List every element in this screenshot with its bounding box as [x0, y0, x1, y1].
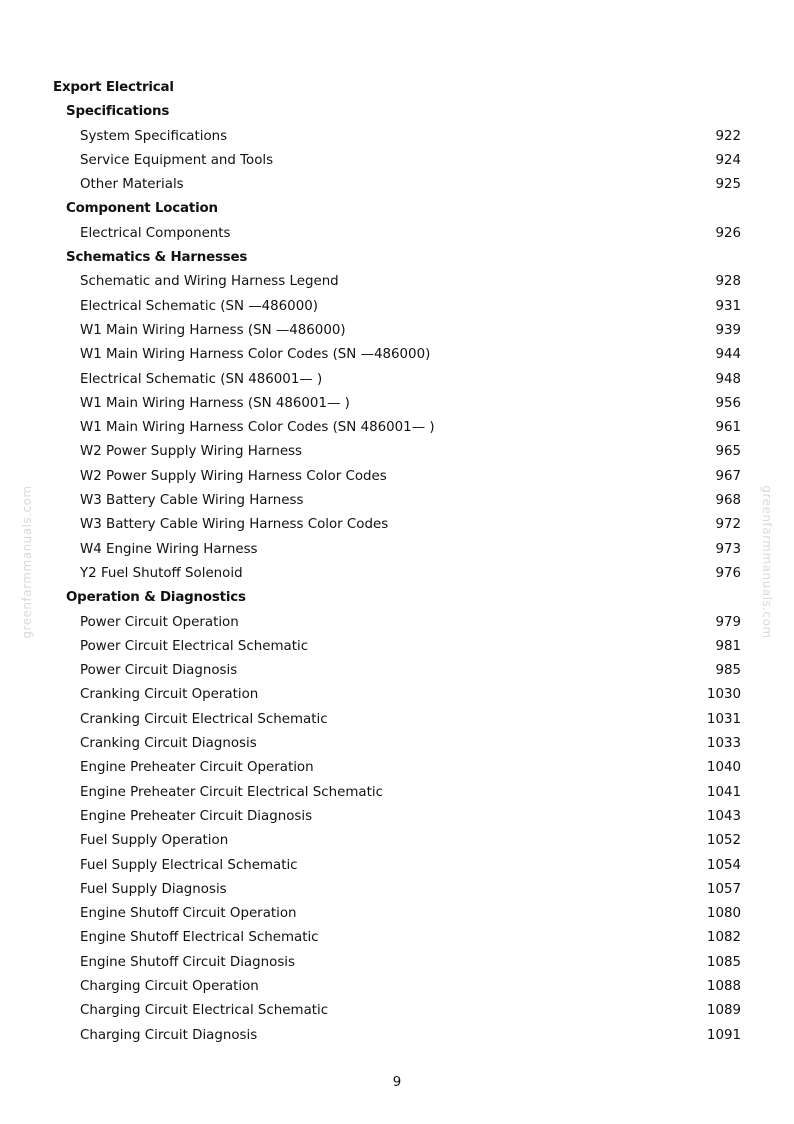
toc-entry-title: Cranking Circuit Diagnosis [80, 736, 257, 752]
toc-entry-title: Cranking Circuit Electrical Schematic [80, 711, 328, 727]
toc-entry-title: W4 Engine Wiring Harness [80, 541, 258, 557]
toc-entry-page-number: 1031 [706, 711, 741, 727]
toc-entry-page-number: 967 [715, 468, 741, 484]
toc-entry[interactable] [0, 683, 794, 707]
toc-entry-page-number: 961 [715, 420, 741, 436]
toc-entry[interactable] [0, 1024, 794, 1048]
toc-entry[interactable] [0, 149, 794, 173]
toc-entry-page-number: 944 [715, 347, 741, 363]
toc-entry-title: Service Equipment and Tools [80, 152, 274, 168]
toc-entry[interactable] [0, 270, 794, 294]
toc-entry-page-number: 972 [715, 517, 741, 533]
toc-section-heading [0, 197, 794, 221]
toc-entry[interactable] [0, 635, 794, 659]
toc-entry-title: Schematic and Wiring Harness Legend [80, 274, 339, 290]
toc-entry-title: Schematics & Harnesses [66, 250, 248, 266]
toc-entry-title: Engine Preheater Circuit Electrical Schematic [80, 784, 383, 800]
toc-entry[interactable] [0, 392, 794, 416]
toc-entry[interactable] [0, 999, 794, 1023]
toc-entry[interactable] [0, 756, 794, 780]
toc-entry[interactable] [0, 513, 794, 537]
watermark-left: greenfarmmanuals.com [20, 485, 34, 639]
toc-entry[interactable] [0, 222, 794, 246]
toc-entry-title: Export Electrical [53, 80, 174, 95]
toc-entry-title: Fuel Supply Operation [80, 833, 229, 849]
toc-entry-title: Other Materials [80, 177, 184, 193]
toc-entry-title: Fuel Supply Electrical Schematic [80, 857, 298, 873]
toc-entry-page-number: 939 [715, 322, 741, 338]
toc-entry-page-number: 928 [715, 274, 741, 290]
toc-entry[interactable] [0, 173, 794, 197]
toc-entry-page-number: 973 [715, 541, 741, 557]
toc-entry-page-number: 1085 [706, 954, 741, 970]
toc-entry-title: System Specifications [80, 128, 228, 144]
toc-entry-page-number: 925 [715, 177, 741, 193]
toc-entry-page-number: 1043 [706, 808, 741, 824]
toc-entry[interactable] [0, 465, 794, 489]
toc-entry-page-number: 1082 [706, 930, 741, 946]
toc-entry-page-number: 965 [715, 444, 741, 460]
toc-entry-title: Engine Shutoff Electrical Schematic [80, 930, 319, 946]
toc-entry[interactable] [0, 732, 794, 756]
toc-entry-page-number: 1080 [706, 906, 741, 922]
toc-entry[interactable] [0, 295, 794, 319]
toc-entry-page-number: 1089 [706, 1003, 741, 1019]
toc-entry-page-number: 948 [715, 371, 741, 387]
toc-entry-title: Specifications [66, 104, 170, 120]
toc-chapter-heading [0, 76, 794, 100]
toc-entry-page-number: 979 [715, 614, 741, 630]
toc-entry-title: W1 Main Wiring Harness Color Codes (SN 486001— ) [80, 420, 435, 436]
toc-entry-page-number: 1054 [706, 857, 741, 873]
toc-entry-title: W1 Main Wiring Harness (SN 486001— ) [80, 395, 350, 411]
toc-entry-title: Charging Circuit Diagnosis [80, 1027, 258, 1043]
toc-entry-title: W3 Battery Cable Wiring Harness [80, 493, 304, 509]
toc-entry-page-number: 1057 [706, 881, 741, 897]
toc-entry-title: Fuel Supply Diagnosis [80, 881, 227, 897]
toc-entry[interactable] [0, 829, 794, 853]
toc-entry[interactable] [0, 562, 794, 586]
toc-entry-title: Power Circuit Electrical Schematic [80, 638, 309, 654]
toc-entry[interactable] [0, 805, 794, 829]
toc-entry[interactable] [0, 951, 794, 975]
toc-section-heading [0, 586, 794, 610]
toc-entry[interactable] [0, 416, 794, 440]
toc-entry-page-number: 956 [715, 395, 741, 411]
toc-entry[interactable] [0, 440, 794, 464]
toc-entry[interactable] [0, 854, 794, 878]
toc-entry-page-number: 976 [715, 565, 741, 581]
toc-entry[interactable] [0, 538, 794, 562]
toc-entry-title: Electrical Schematic (SN 486001— ) [80, 371, 323, 387]
toc-entry-page-number: 1040 [706, 760, 741, 776]
toc-entry-title: Charging Circuit Operation [80, 978, 259, 994]
toc-section-heading [0, 246, 794, 270]
toc-entry-page-number: 922 [715, 128, 741, 144]
toc-entry-title: Engine Preheater Circuit Diagnosis [80, 808, 313, 824]
toc-entry[interactable] [0, 319, 794, 343]
toc-entry[interactable] [0, 975, 794, 999]
toc-entry-title: Power Circuit Operation [80, 614, 239, 630]
toc-entry-page-number: 1091 [706, 1027, 741, 1043]
toc-entry-page-number: 1041 [706, 784, 741, 800]
toc-section-heading [0, 100, 794, 124]
toc-entry[interactable] [0, 878, 794, 902]
toc-entry-title: Component Location [66, 201, 218, 217]
toc-entry[interactable] [0, 489, 794, 513]
toc-entry[interactable] [0, 781, 794, 805]
toc-entry-page-number: 968 [715, 493, 741, 509]
toc-entry-page-number: 931 [715, 298, 741, 314]
toc-entry-title: Engine Preheater Circuit Operation [80, 760, 314, 776]
toc-entry[interactable] [0, 125, 794, 149]
toc-entry-title: Y2 Fuel Shutoff Solenoid [80, 565, 243, 581]
toc-entry-title: Engine Shutoff Circuit Operation [80, 906, 297, 922]
toc-entry[interactable] [0, 926, 794, 950]
toc-entry-title: W1 Main Wiring Harness (SN —486000) [80, 322, 346, 338]
table-of-contents [0, 76, 794, 1048]
toc-entry[interactable] [0, 708, 794, 732]
toc-entry-page-number: 985 [715, 663, 741, 679]
toc-entry-title: Engine Shutoff Circuit Diagnosis [80, 954, 295, 970]
toc-entry[interactable] [0, 368, 794, 392]
toc-entry[interactable] [0, 611, 794, 635]
page-number: 9 [392, 1075, 402, 1090]
toc-entry-page-number: 981 [715, 638, 741, 654]
toc-entry-page-number: 926 [715, 225, 741, 241]
toc-entry-title: W2 Power Supply Wiring Harness [80, 444, 303, 460]
toc-entry-title: W3 Battery Cable Wiring Harness Color Codes [80, 517, 389, 533]
toc-entry-title: Operation & Diagnostics [66, 590, 246, 606]
toc-entry-page-number: 1088 [706, 978, 741, 994]
toc-entry-title: Electrical Schematic (SN —486000) [80, 298, 318, 314]
toc-entry-page-number: 1052 [706, 833, 741, 849]
watermark-right: greenfarmmanuals.com [760, 485, 774, 639]
toc-entry[interactable] [0, 659, 794, 683]
toc-entry-page-number: 924 [715, 152, 741, 168]
toc-entry-title: W2 Power Supply Wiring Harness Color Codes [80, 468, 387, 484]
toc-entry-title: Cranking Circuit Operation [80, 687, 259, 703]
toc-entry[interactable] [0, 902, 794, 926]
toc-entry-page-number: 1030 [706, 687, 741, 703]
toc-entry-title: Power Circuit Diagnosis [80, 663, 238, 679]
toc-entry-title: Charging Circuit Electrical Schematic [80, 1003, 329, 1019]
toc-entry[interactable] [0, 343, 794, 367]
toc-entry-title: W1 Main Wiring Harness Color Codes (SN —486000) [80, 347, 431, 363]
toc-entry-title: Electrical Components [80, 225, 231, 241]
toc-entry-page-number: 1033 [706, 736, 741, 752]
